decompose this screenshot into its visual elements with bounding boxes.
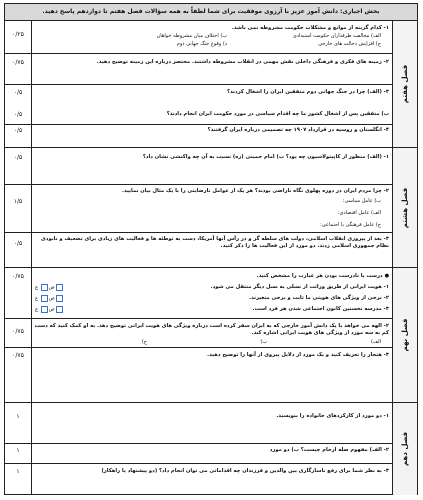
section-chapter-10 [5, 403, 417, 495]
answer-cultural: ج) عامل فرهنگی یا اجتماعی: [320, 222, 381, 228]
question-9: ۲- الهه می خواهد با یک دانش آموز خارجی که به ایران سفر کرده است درباره ویژگی های هویت ایرانی توضیح دهد. به او کمک کنید که دست کم به سه مورد از ویژگی های هویت ایرانی اشاره کند. [34, 323, 389, 336]
answer-b: ب) [260, 339, 267, 345]
score-q5: ۰/۵ [13, 154, 23, 161]
question-12: ۲- الف) مفهوم صله ارحام چیست؟ ب) دو مورد [269, 447, 389, 453]
false-checkbox[interactable] [56, 306, 63, 313]
question-11: ۱- دو مورد از کارکردهای خانواده را بنویسید. [276, 413, 389, 419]
false-checkbox[interactable] [56, 295, 63, 302]
score-q2: ۰/۷۵ [12, 59, 24, 66]
answer-political: ب) عامل سیاسی: [342, 198, 381, 204]
exam-header: بخش اجباری: دانش آموز عزیز با آرزوی موفقیت برای شما لطفاً به همه سؤالات فصل هفتم تا دوازدهم پاسخ دهید. [5, 4, 417, 21]
score-q11: ۱ [16, 413, 20, 420]
section-chapter-7 [5, 21, 417, 148]
question-1: ۱- کدام گزینه از موانع و مشکلات حکومت مشروطه نمی باشد. [231, 25, 389, 31]
section-label: فصل هفتم [392, 21, 417, 147]
score-q7: ۰/۵ [13, 240, 23, 247]
answer-a: الف) [370, 339, 381, 345]
exam-sheet [4, 3, 418, 495]
question-6: ۲- چرا مردم ایران در دوره پهلوی نگاه ناراضی بودند؟ هر یک از عوامل نارضایتی را با یک مثال بیان نمایید. [121, 188, 389, 194]
option-a: الف) مخالفت طرفداران حکومت استبدادی [292, 33, 381, 39]
section-label: فصل دهم [392, 403, 417, 495]
question-7: ۳- بعد از پیروزی انقلاب اسلامی، دولت های سلطه گر و در رأس آنها آمریکا، دست به توطئه ها و فعالیت های زیادی برای تضعیف و نابودی نظام جمهوری اسلامی زدند. دو مورد از این فعالیت ها را ذکر کنید. [41, 236, 389, 249]
false-checkbox[interactable] [56, 284, 63, 291]
true-checkbox[interactable] [41, 295, 48, 302]
answer-economic: الف) عامل اقتصادی: [337, 210, 381, 216]
score-q3b: ۰/۵ [13, 111, 23, 118]
score-q6: ۱/۵ [13, 198, 23, 205]
score-q3a: ۰/۵ [13, 89, 23, 96]
tf-choices-3[interactable]: ص غ [35, 306, 64, 313]
tf-item-1: ۱- هویت ایرانی از طریق وراثت از نسلی به نسل دیگر منتقل می شود. [210, 284, 389, 290]
true-checkbox[interactable] [41, 284, 48, 291]
question-2: ۲- زمینه های فکری و فرهنگی داخلی نقش مهمی در انقلاب مشروطه داشتند. مختصر درباره این زمینه توضیح دهید. [96, 59, 389, 65]
score-q4: ۰/۵ [13, 127, 23, 134]
question-10: ۳- هنجار را تعریف کنید و یک مورد از دلایل پیروی از آنها را توضیح دهید. [207, 352, 389, 358]
score-q10: ۰/۷۵ [12, 352, 24, 359]
section-chapter-8 [5, 148, 417, 268]
answer-c: ج) [141, 339, 147, 345]
score-q1: ۰/۲۵ [12, 31, 24, 38]
section-label: فصل هشتم [392, 148, 417, 267]
question-8-title: ● درست یا نادرست بودن هر عبارت را مشخص کنید. [256, 273, 389, 279]
score-column [5, 148, 32, 267]
question-3b: ب) متفقین پس از اشغال کشور ما چه اقدام سیاسی در مورد حکومت ایران انجام دادند؟ [166, 111, 389, 117]
tf-choices-1[interactable]: ص غ [35, 284, 64, 291]
option-b: ب) اختلاف میان مشروطه خواهان [156, 33, 227, 39]
option-d: د) وقوع جنگ جهانی دوم [176, 41, 227, 47]
question-13: ۳- به نظر شما برای رفع ناسازگاری بین والدین و فرزندان چه اقداماتی می توان انجام داد؟ (دو پیشنهاد یا راهکار) [101, 468, 389, 474]
section-chapter-9 [5, 268, 417, 403]
tf-choices-2[interactable]: ص غ [35, 295, 64, 302]
score-q8: ۰/۷۵ [12, 273, 24, 280]
score-q12: ۱ [16, 447, 20, 454]
question-5: ۱- (الف) منظور از کاپیتولاسیون چه بود؟ ب) امام خمینی (ره) نسبت به آن چه واکنشی نشان داد؟ [142, 154, 389, 160]
true-checkbox[interactable] [41, 306, 48, 313]
score-q13: ۱ [16, 468, 20, 475]
option-c: ج) افزایش دخالت های خارجی [318, 41, 381, 47]
question-3a: ۳- (الف) چرا در جنگ جهانی دوم متفقین ایران را اشغال کردند؟ [226, 89, 389, 95]
score-column [5, 268, 32, 402]
section-label: فصل نهم [392, 268, 417, 402]
tf-item-2: ۲- برخی از ویژگی های هویتی ما ثابت و برخی متغیرند. [249, 295, 389, 301]
question-4: ۴- انگلستان و روسیه در قرارداد ۱۹۰۷ چه تصمیمی درباره ایران گرفتند؟ [207, 127, 389, 133]
score-q9: ۰/۷۵ [12, 328, 24, 335]
tf-item-3: ۳- مدرسه نخستین کانون اجتماعی شدن هر فرد است. [252, 306, 389, 312]
